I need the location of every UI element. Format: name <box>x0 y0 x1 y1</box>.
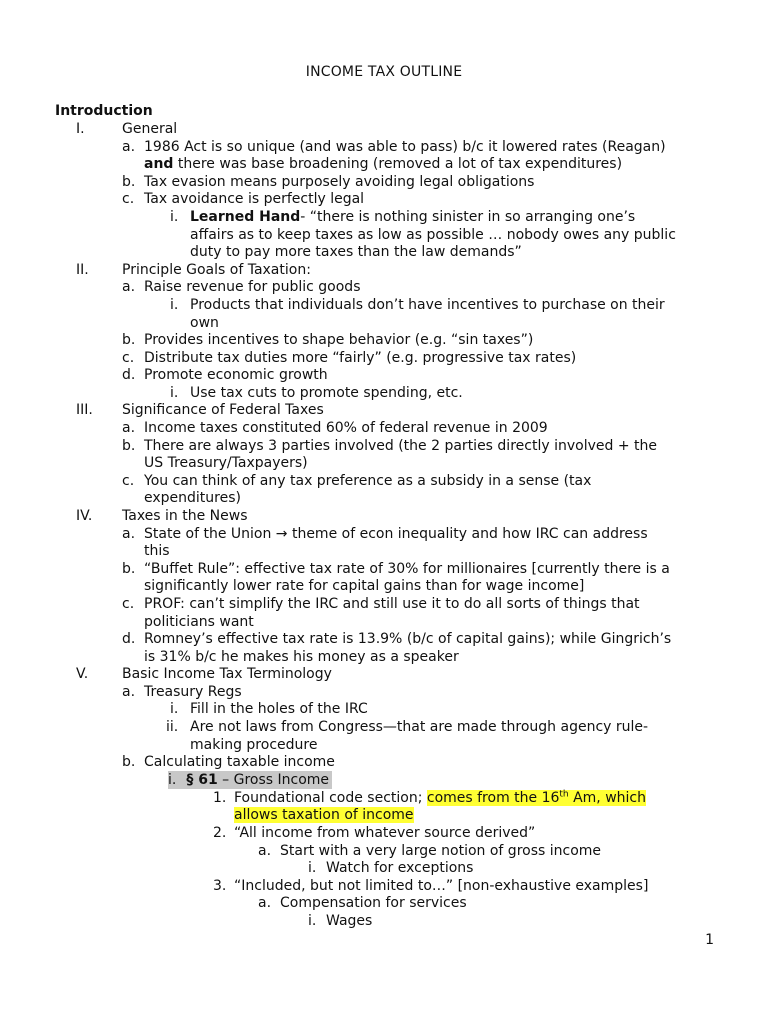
outline-roman-lower: i. <box>168 772 177 788</box>
outline-letter: b. <box>122 438 136 454</box>
outline-letter: c. <box>122 596 135 612</box>
outline-item: Products that individuals don’t have incentives to purchase on their <box>190 297 665 313</box>
outline-number: 1. <box>213 790 227 806</box>
outline-roman-lower: ii. <box>166 719 179 735</box>
highlighted-text-part: comes from the 16 <box>426 790 560 806</box>
outline-item: General <box>122 121 178 137</box>
outline-item: Treasury Regs <box>144 684 242 700</box>
outline-letter: d. <box>122 631 136 647</box>
outline-item <box>190 208 635 226</box>
outline-letter: a. <box>122 139 136 155</box>
outline-roman-lower: i. <box>170 297 179 313</box>
outline-item: Tax avoidance is perfectly legal <box>144 191 365 207</box>
superscript: th <box>559 789 569 800</box>
outline-item: “Buffet Rule”: effective tax rate of 30% for millionaires [currently there is a <box>144 561 670 577</box>
outline-letter: a. <box>122 420 136 436</box>
outline-letter: b. <box>122 561 136 577</box>
outline-item-continuation: is 31% b/c he makes his money as a speaker <box>144 649 459 665</box>
outline-roman-lower: i. <box>170 209 179 225</box>
outline-item: PROF: can’t simplify the IRC and still use it to do all sorts of things that <box>144 596 640 612</box>
outline-roman-lower: i. <box>170 385 179 401</box>
document-title: INCOME TAX OUTLINE <box>305 64 463 80</box>
outline-item-continuation: politicians want <box>144 614 254 630</box>
outline-item-continuation: own <box>190 315 219 331</box>
bold-text: Learned Hand <box>190 209 301 225</box>
outline-number: 2. <box>213 825 227 841</box>
item-text: Foundational code section; <box>234 790 427 806</box>
outline-numeral: IV. <box>76 508 93 524</box>
outline-letter: d. <box>122 367 136 383</box>
outline-item: Compensation for services <box>280 895 467 911</box>
outline-item: State of the Union → theme of econ inequality and how IRC can address <box>144 526 648 542</box>
outline-letter: c. <box>122 473 135 489</box>
outline-item <box>234 789 646 807</box>
outline-number: 3. <box>213 878 227 894</box>
outline-letter: a. <box>122 526 136 542</box>
outline-letter: a. <box>258 895 272 911</box>
outline-roman-lower: i. <box>170 701 179 717</box>
outline-item: Basic Income Tax Terminology <box>122 666 332 682</box>
outline-item: Tax evasion means purposely avoiding legal obligations <box>144 174 535 190</box>
outline-item: Use tax cuts to promote spending, etc. <box>190 385 463 401</box>
outline-item-continuation: expenditures) <box>144 490 241 506</box>
outline-letter: a. <box>258 843 272 859</box>
outline-item: You can think of any tax preference as a subsidy in a sense (tax <box>144 473 592 489</box>
outline-item: 1986 Act is so unique (and was able to pass) b/c it lowered rates (Reagan) <box>144 139 666 155</box>
outline-item-continuation <box>234 806 414 824</box>
outline-letter: b. <box>122 174 136 190</box>
outline-item-highlighted <box>168 771 332 789</box>
outline-letter: a. <box>122 279 136 295</box>
item-text: there was base broadening (removed a lot of tax expenditures) <box>173 156 623 172</box>
highlighted-text: allows taxation of income <box>234 807 414 823</box>
page-number: 1 <box>705 932 714 948</box>
outline-letter: c. <box>122 191 135 207</box>
outline-item: Watch for exceptions <box>326 860 474 876</box>
outline-letter: b. <box>122 754 136 770</box>
outline-item: Calculating taxable income <box>144 754 335 770</box>
outline-item: “All income from whatever source derived” <box>234 825 536 841</box>
outline-item: Promote economic growth <box>144 367 328 383</box>
outline-item-continuation: affairs as to keep taxes as low as possible … nobody owes any public <box>190 227 676 243</box>
outline-item: Romney’s effective tax rate is 13.9% (b/c of capital gains); while Gingrich’s <box>144 631 672 647</box>
outline-item: Raise revenue for public goods <box>144 279 361 295</box>
item-text: – Gross Income <box>217 772 330 788</box>
outline-roman-lower: i. <box>308 913 317 929</box>
outline-item-continuation: duty to pay more taxes than the law demands” <box>190 244 522 260</box>
outline-item: Wages <box>326 913 373 929</box>
outline-roman-lower: i. <box>308 860 317 876</box>
section-symbol-text: § 61 <box>186 772 218 788</box>
outline-item: Principle Goals of Taxation: <box>122 262 311 278</box>
outline-item-continuation <box>144 155 622 173</box>
outline-item: Significance of Federal Taxes <box>122 402 324 418</box>
outline-item: There are always 3 parties involved (the 2 parties directly involved + the <box>144 438 657 454</box>
outline-item: “Included, but not limited to…” [non-exhaustive examples] <box>234 878 649 894</box>
outline-numeral: V. <box>76 666 89 682</box>
outline-item: Provides incentives to shape behavior (e.g. “sin taxes”) <box>144 332 534 348</box>
outline-item: Income taxes constituted 60% of federal revenue in 2009 <box>144 420 548 436</box>
outline-numeral: III. <box>76 402 93 418</box>
highlighted-text-part: Am, which <box>568 790 646 806</box>
highlighted-text <box>427 790 646 806</box>
outline-letter: c. <box>122 350 135 366</box>
outline-item: Taxes in the News <box>122 508 248 524</box>
outline-item-continuation: significantly lower rate for capital gains than for wage income] <box>144 578 585 594</box>
outline-item: Distribute tax duties more “fairly” (e.g. progressive tax rates) <box>144 350 577 366</box>
outline-item: Fill in the holes of the IRC <box>190 701 368 717</box>
outline-item-continuation: making procedure <box>190 737 318 753</box>
section-heading-introduction: Introduction <box>55 103 153 119</box>
outline-letter: b. <box>122 332 136 348</box>
outline-item-continuation: US Treasury/Taxpayers) <box>144 455 308 471</box>
outline-item-continuation: this <box>144 543 170 559</box>
outline-item: Are not laws from Congress—that are made through agency rule- <box>190 719 649 735</box>
bold-text: and <box>144 156 174 172</box>
outline-numeral: I. <box>76 121 85 137</box>
outline-item: Start with a very large notion of gross income <box>280 843 602 859</box>
outline-letter: a. <box>122 684 136 700</box>
outline-numeral: II. <box>76 262 89 278</box>
item-text: - “there is nothing sinister in so arranging one’s <box>300 209 636 225</box>
